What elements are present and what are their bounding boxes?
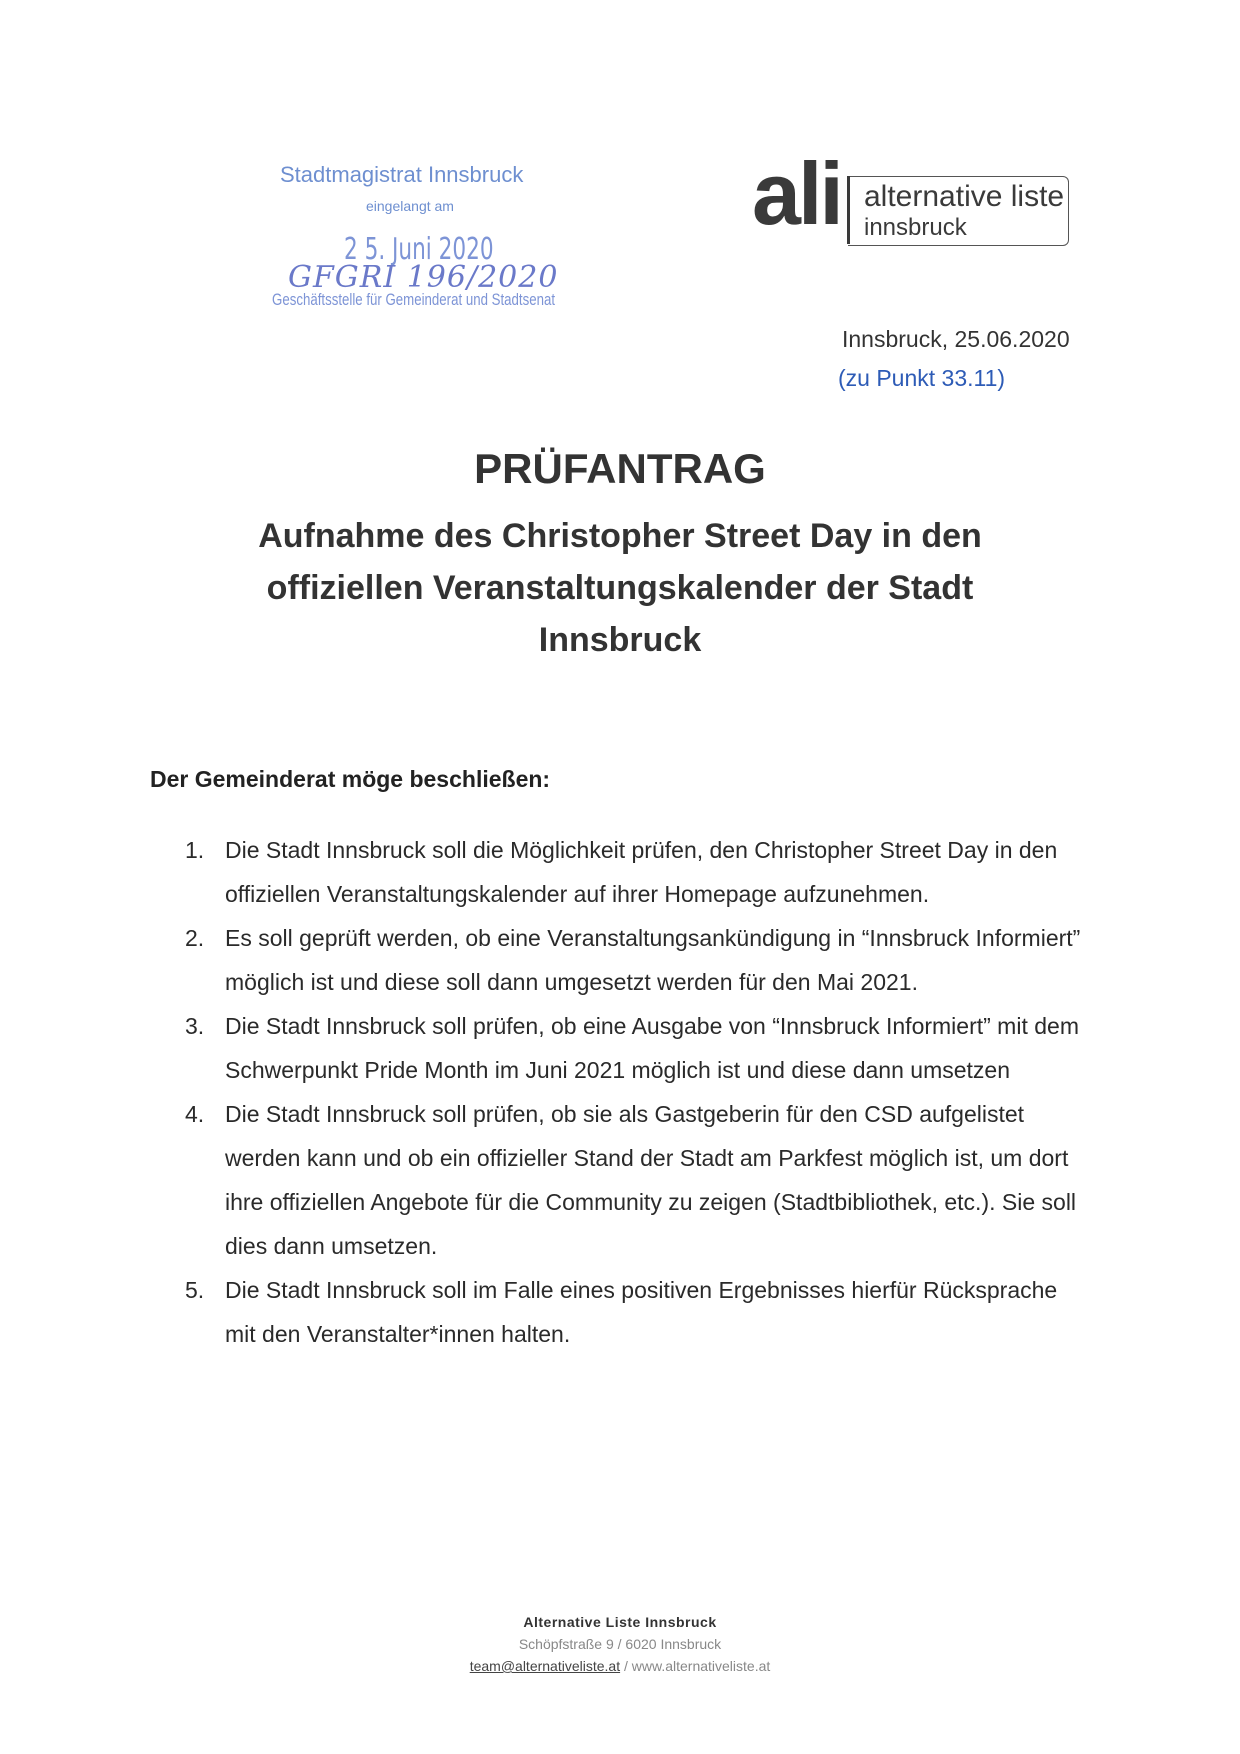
logo-text-line1: alternative liste <box>864 180 1065 213</box>
logo-divider <box>847 176 850 244</box>
logo-mark: ali <box>752 144 841 243</box>
item-text: Die Stadt Innsbruck soll prüfen, ob sie als Gastgeberin für den CSD aufgelistet werden kann und ob ein offizieller Stand der Stadt am Parkfest möglich ist, um dort ihre offiziellen Angebote für die Community zu zeigen (Stadtbibliothek, etc.). Sie soll dies dann umsetzen. <box>225 1101 1077 1259</box>
list-item <box>185 1268 1085 1356</box>
resolution-list <box>185 828 1085 1356</box>
stamp-office: Stadtmagistrat Innsbruck <box>280 162 524 187</box>
stamp-date: 2 5. Juni 2020 <box>344 232 494 267</box>
item-number: 1. <box>185 837 205 863</box>
item-text: Es soll geprüft werden, ob eine Veranstaltungsankündigung in “Innsbruck Informiert” möglich ist und diese soll dann umgesetzt werden für den Mai 2021. <box>225 925 1081 995</box>
stamp-received-label: eingelangt am <box>366 198 454 214</box>
list-item <box>185 828 1085 916</box>
item-number: 5. <box>185 1277 205 1303</box>
item-number: 3. <box>185 1013 205 1039</box>
footer-separator: / <box>620 1658 632 1674</box>
stamp-department: Geschäftsstelle für Gemeinderat und Stadtsenat <box>272 290 556 309</box>
document-title: PRÜFANTRAG <box>474 445 766 492</box>
item-text: Die Stadt Innsbruck soll prüfen, ob eine Ausgabe von “Innsbruck Informiert” mit dem Schwerpunkt Pride Month im Juni 2021 möglich ist und diese dann umsetzen <box>225 1013 1079 1083</box>
agenda-reference: (zu Punkt 33.11) <box>838 365 1006 391</box>
list-item <box>185 1004 1085 1092</box>
footer-address: Schöpfstraße 9 / 6020 Innsbruck <box>518 1636 722 1652</box>
ali-logo <box>752 144 1092 250</box>
footer-org: Alternative Liste Innsbruck <box>523 1614 717 1630</box>
document-subtitle: Aufnahme des Christopher Street Day in den offiziellen Veranstaltungskalender der Stadt Innsbruck <box>258 517 982 659</box>
list-item <box>185 916 1085 1004</box>
footer-contact <box>0 1658 1240 1674</box>
item-number: 2. <box>185 925 205 951</box>
list-item <box>185 1092 1085 1268</box>
item-text: Die Stadt Innsbruck soll die Möglichkeit prüfen, den Christopher Street Day in den offiziellen Veranstaltungskalender auf ihrer Homepage aufzunehmen. <box>225 837 1058 907</box>
resolution-intro: Der Gemeinderat möge beschließen: <box>150 766 551 792</box>
item-number: 4. <box>185 1101 205 1127</box>
footer-web[interactable]: www.alternativeliste.at <box>631 1658 771 1674</box>
page-footer <box>0 1614 1240 1674</box>
stamp-file-number: GFGRI 196/2020 <box>288 260 559 295</box>
logo-text-line2: innsbruck <box>864 214 967 241</box>
place-date: Innsbruck, 25.06.2020 <box>842 326 1070 352</box>
footer-email-link[interactable]: team@alternativeliste.at <box>469 1658 621 1674</box>
item-text: Die Stadt Innsbruck soll im Falle eines positiven Ergebnisses hierfür Rücksprache mit den Veranstalter*innen halten. <box>225 1277 1058 1347</box>
